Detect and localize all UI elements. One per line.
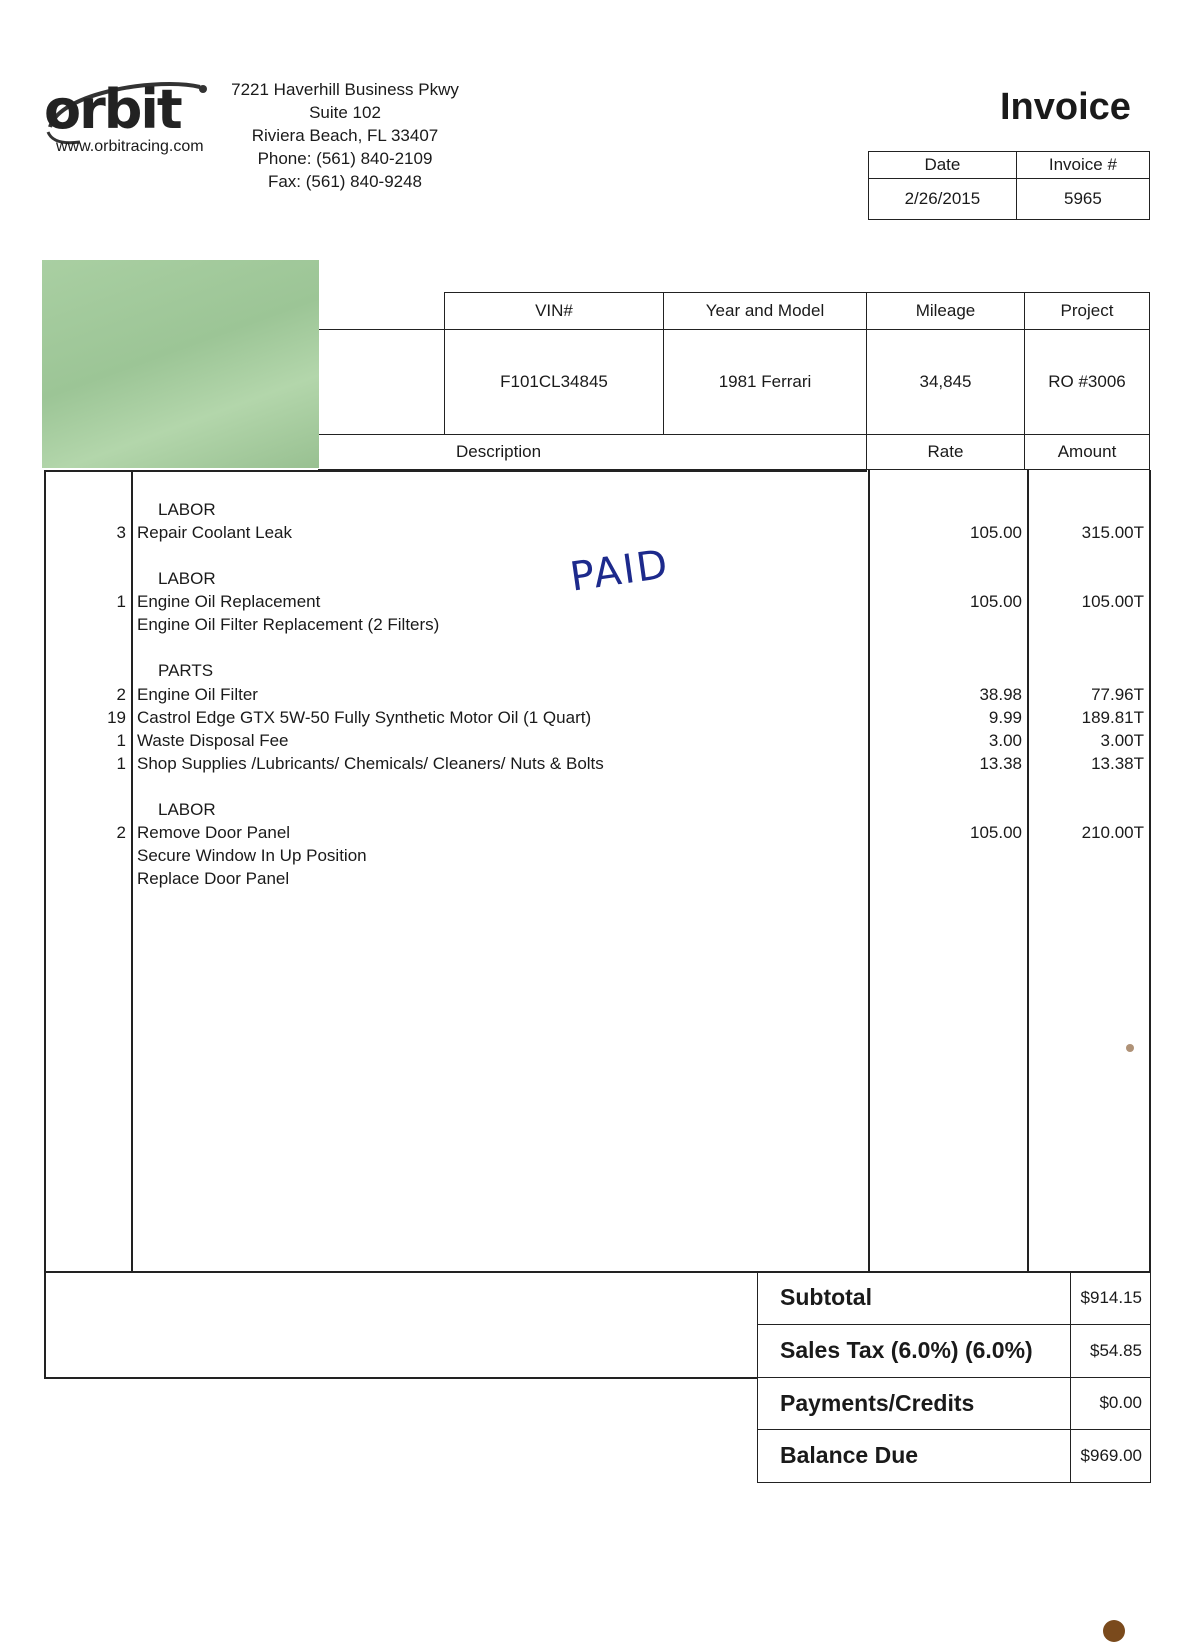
vin-label: VIN# [445,293,664,330]
vehicle-table [318,292,1150,470]
vin-value: F101CL34845 [445,330,664,435]
page-title: Invoice [1000,86,1131,128]
item-qty: 3 [116,523,126,542]
section-label: LABOR [158,569,216,588]
item-qty: 1 [116,731,126,750]
item-amount: 105.00T [1081,592,1144,611]
rate-header: Rate [867,435,1025,470]
item-amount: 210.00T [1081,823,1144,842]
item-rate: 105.00 [970,823,1022,842]
description-header: Description [318,435,867,470]
stain-mark [1126,1044,1134,1052]
item-rate: 9.99 [988,708,1022,727]
item-rate: 105.00 [970,523,1022,542]
address-line: Suite 102 [309,103,381,122]
subtotal-value: $914.15 [1071,1272,1151,1324]
item-rate: 105.00 [970,592,1022,611]
company-address [230,78,460,193]
item-description: Secure Window In Up Position [137,846,367,865]
item-description: Shop Supplies /Lubricants/ Chemicals/ Cleaners/ Nuts & Bolts [137,754,604,773]
mileage-label: Mileage [867,293,1025,330]
item-rate: 3.00 [988,731,1022,750]
item-rate: 13.38 [979,754,1022,773]
item-description: Castrol Edge GTX 5W-50 Fully Synthetic Motor Oil (1 Quart) [137,708,592,727]
invoice-number: 5965 [1016,179,1149,220]
company-website: www.orbitracing.com [56,138,204,155]
item-description: Engine Oil Filter Replacement (2 Filters) [137,615,440,634]
address-line: Riviera Beach, FL 33407 [251,126,439,145]
item-amount: 189.81T [1081,708,1144,727]
address-line: Phone: (561) 840-2109 [257,149,433,168]
mileage-value: 34,845 [867,330,1025,435]
item-description: Waste Disposal Fee [137,731,289,750]
project-value: RO #3006 [1025,330,1150,435]
item-amount: 77.96T [1091,685,1144,704]
item-description: Engine Oil Filter [137,685,258,704]
sales-tax-label: Sales Tax (6.0%) (6.0%) [758,1324,1071,1377]
item-description: Engine Oil Replacement [137,592,321,611]
stain-mark [1103,1620,1125,1642]
balance-due-value: $969.00 [1071,1429,1151,1482]
invoice-header-table [868,151,1150,220]
sales-tax-value: $54.85 [1071,1324,1151,1377]
totals-table [757,1272,1151,1483]
project-label: Project [1025,293,1150,330]
item-description: Repair Coolant Leak [137,523,292,542]
year-model-label: Year and Model [664,293,867,330]
section-label: LABOR [158,800,216,819]
year-model-value: 1981 Ferrari [664,330,867,435]
item-amount: 315.00T [1081,523,1144,542]
address-line: 7221 Haverhill Business Pkwy [231,80,459,99]
item-amount: 3.00T [1100,731,1144,750]
section-label: LABOR [158,500,216,519]
payments-credits-value: $0.00 [1071,1377,1151,1429]
invoice-number-label: Invoice # [1016,152,1149,179]
item-qty: 1 [116,754,126,773]
address-line: Fax: (561) 840-9248 [267,172,423,191]
balance-due-label: Balance Due [758,1429,1071,1482]
logo-text: orbit [44,78,181,141]
green-sticky-note [42,260,319,468]
item-qty: 19 [107,708,126,727]
item-amount: 13.38T [1091,754,1144,773]
item-rate: 38.98 [979,685,1022,704]
section-label: PARTS [158,661,214,680]
payments-credits-label: Payments/Credits [758,1377,1071,1429]
date-label: Date [869,152,1017,179]
item-description: Replace Door Panel [137,869,290,888]
invoice-date: 2/26/2015 [869,179,1017,220]
item-qty: 1 [116,592,126,611]
item-qty: 2 [116,823,126,842]
item-qty: 2 [116,685,126,704]
amount-header: Amount [1025,435,1150,470]
item-description: Remove Door Panel [137,823,291,842]
paid-handwritten-mark: PAID [567,541,673,601]
subtotal-label: Subtotal [758,1272,1071,1324]
